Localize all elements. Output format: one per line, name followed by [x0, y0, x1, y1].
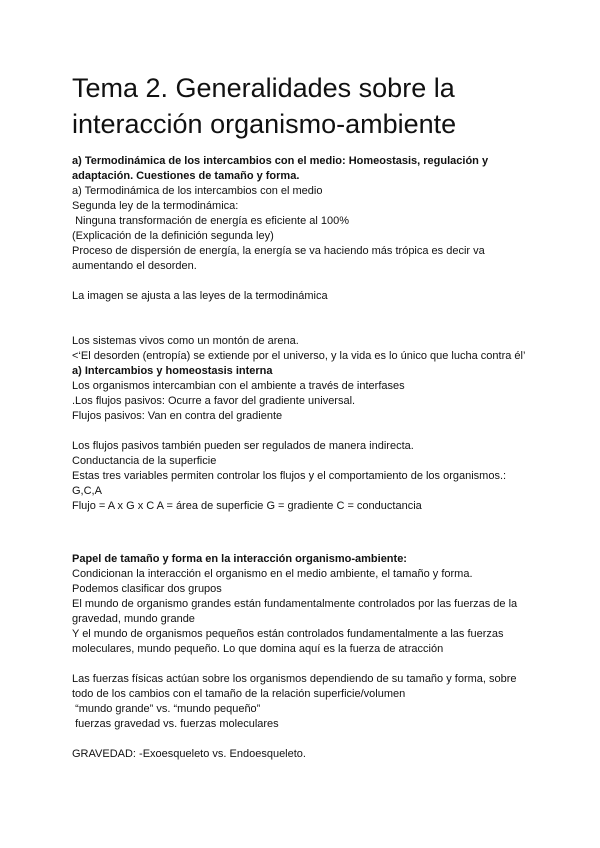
paragraph-line: Ninguna transformación de energía es eficiente al 100%: [72, 215, 350, 227]
paragraph-line: “mundo grande” vs. “mundo pequeño”: [72, 703, 261, 715]
document-title: Tema 2. Generalidades sobre la interacción organismo-ambiente: [72, 73, 457, 139]
spacer: [72, 732, 528, 747]
paragraph-line: .Los flujos pasivos: Ocurre a favor del gradiente universal.: [72, 395, 356, 407]
image-note: La imagen se ajusta a las leyes de la termodinámica: [72, 290, 328, 302]
paragraph-line: Segunda ley de la termodinámica:: [72, 200, 239, 212]
paragraph-line: Podemos clasificar dos grupos: [72, 583, 222, 595]
paragraph-line: El mundo de organismo grandes están fundamentalmente controlados por las fuerzas de la gravedad, mundo grande: [72, 598, 521, 625]
spacer: [72, 657, 528, 672]
paragraph-line: Conductancia de la superficie: [72, 455, 217, 467]
paragraph-line: Las fuerzas físicas actúan sobre los organismos dependiendo de su tamaño y forma, sobre todo de los cambios con el tamaño de la relación superficie/volumen: [72, 673, 520, 700]
spacer: [72, 514, 528, 552]
spacer: [72, 424, 528, 439]
paragraph-line: Estas tres variables permiten controlar los flujos y el comportamiento de los organismos.: G,C,A: [72, 470, 510, 497]
paragraph-line: Los flujos pasivos también pueden ser regulados de manera indirecta.: [72, 440, 414, 452]
paragraph-line: fuerzas gravedad vs. fuerzas moleculares: [72, 718, 279, 730]
quote-line: <‘El desorden (entropía) se extiende por el universo, y la vida es lo único que lucha contra él’: [72, 350, 526, 362]
section1-heading: a) Termodinámica de los intercambios con el medio: Homeostasis, regulación y adaptación. Cuestiones de tamaño y forma.: [72, 155, 492, 182]
paragraph-line: Proceso de dispersión de energía, la energía se va haciendo más trópica es decir va aumentando el desorden.: [72, 245, 488, 272]
paragraph-line: Los sistemas vivos como un montón de arena.: [72, 335, 299, 347]
document-page: [72, 70, 528, 762]
section2-heading: a) Intercambios y homeostasis interna: [72, 365, 273, 377]
paragraph-line: Flujos pasivos: Van en contra del gradiente: [72, 410, 283, 422]
paragraph-line: (Explicación de la definición segunda ley): [72, 230, 274, 242]
spacer: [72, 274, 528, 289]
paragraph-line: Los organismos intercambian con el ambiente a través de interfases: [72, 380, 405, 392]
paragraph-line: Y el mundo de organismos pequeños están controlados fundamentalmente a las fuerzas moleculares, mundo pequeño. Lo que domina aquí es la fuerza de atracción: [72, 628, 507, 655]
section3-heading: Papel de tamaño y forma en la interacción organismo-ambiente:: [72, 553, 407, 565]
gravedad-line: GRAVEDAD: -Exoesqueleto vs. Endoesqueleto.: [72, 748, 306, 760]
paragraph-line: Condicionan la interacción el organismo en el medio ambiente, el tamaño y forma.: [72, 568, 473, 580]
paragraph-line: a) Termodinámica de los intercambios con el medio: [72, 185, 323, 197]
formula-line: Flujo = A x G x C A = área de superficie G = gradiente C = conductancia: [72, 500, 422, 512]
spacer: [72, 304, 528, 334]
